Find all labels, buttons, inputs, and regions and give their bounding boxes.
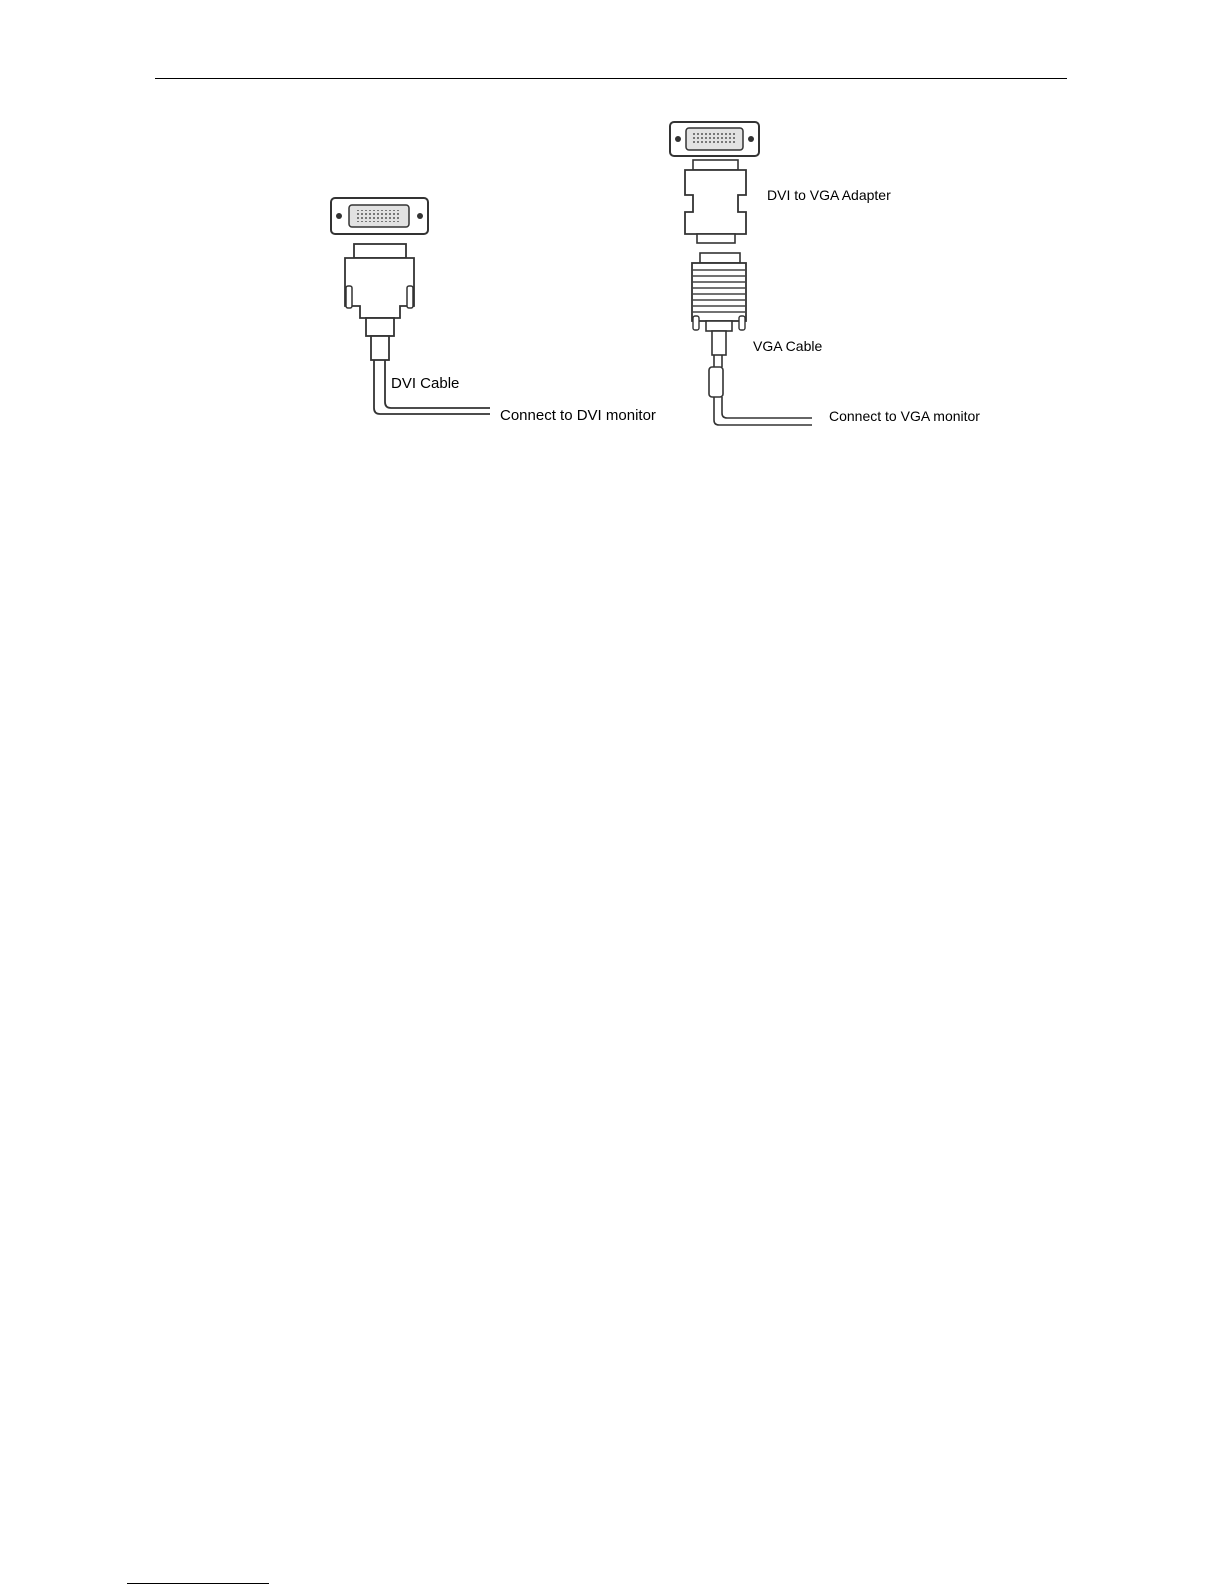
dvi-port-right xyxy=(670,122,759,156)
adapter-label: DVI to VGA Adapter xyxy=(767,187,891,203)
dvi-port-left xyxy=(331,198,428,234)
footnote-rule xyxy=(127,1583,269,1584)
connect-dvi-label: Connect to DVI monitor xyxy=(500,407,656,424)
vga-cable-connector xyxy=(692,253,746,397)
vga-cable-wire xyxy=(714,355,812,425)
dvi-cable-label: DVI Cable xyxy=(391,375,460,392)
dvi-to-vga-adapter xyxy=(685,160,746,243)
dvi-cable-connector xyxy=(345,244,414,360)
vga-cable-label: VGA Cable xyxy=(753,338,823,354)
connect-vga-label: Connect to VGA monitor xyxy=(829,408,980,424)
dvi-vga-connection-diagram xyxy=(0,0,1225,470)
